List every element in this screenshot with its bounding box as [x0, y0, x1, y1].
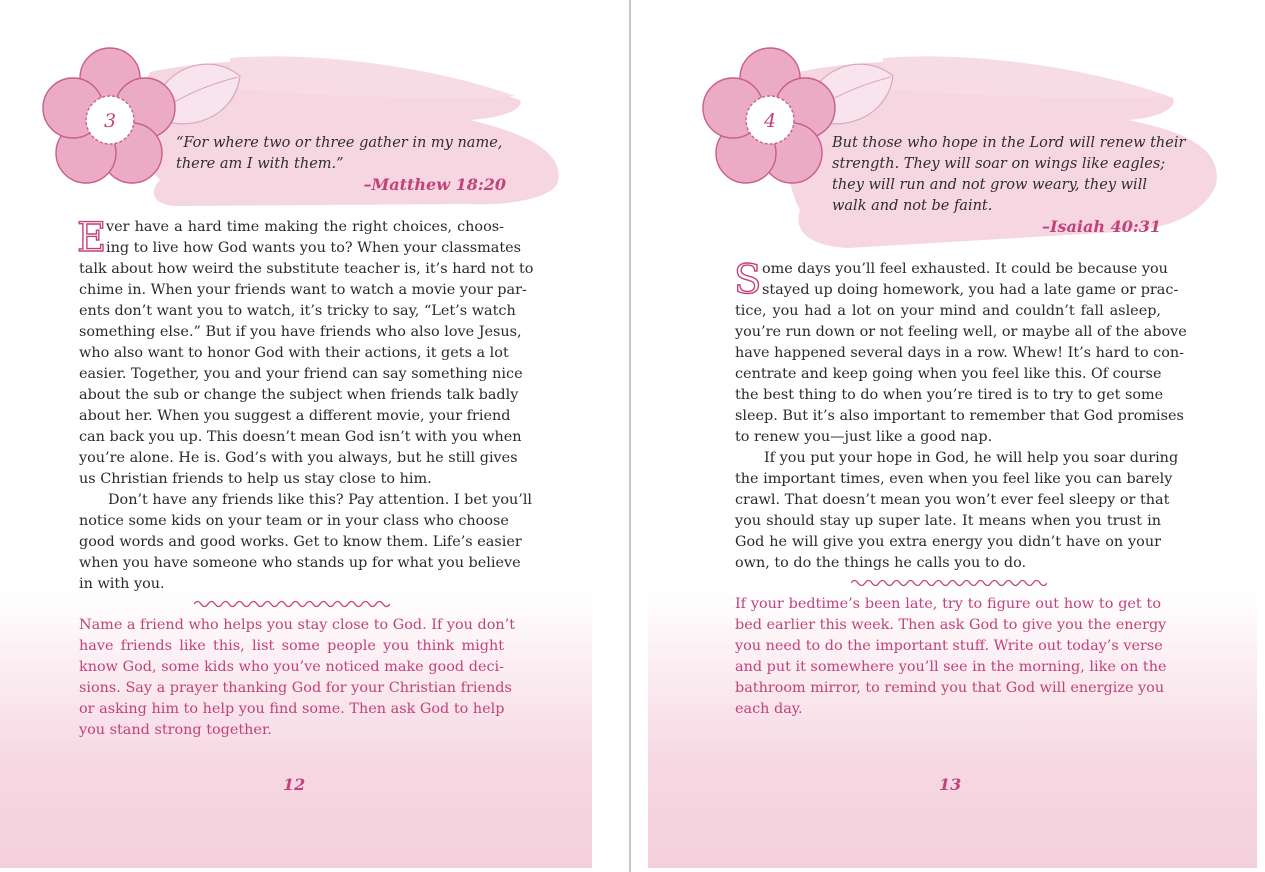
- left-page: [0, 0, 592, 868]
- body-line: have happened several days in a row. Whew! It’s hard to con-: [735, 345, 1185, 361]
- body-line: the best thing to do when you’re tired is to try to get some: [735, 387, 1164, 403]
- body-line: God he will give you extra energy you didn’t have on your: [735, 534, 1161, 550]
- verse-line: they will run and not grow weary, they will: [832, 177, 1147, 193]
- squiggle-divider: [194, 599, 390, 609]
- drop-cap: S: [734, 257, 762, 303]
- body-line: If you put your hope in God, he will help you soar during: [764, 450, 1179, 466]
- body-line: when you have someone who stands up for what you believe: [79, 555, 521, 571]
- body-line: stayed up doing homework, you had a late game or prac-: [762, 282, 1179, 298]
- verse-line: walk and not be faint.: [832, 198, 993, 214]
- body-line: us Christian friends to help us stay close to him.: [79, 471, 432, 487]
- body-line: about her. When you suggest a different movie, your friend: [79, 408, 511, 424]
- book-gutter-line: [629, 0, 631, 872]
- body-line: notice some kids on your team or in your class who choose: [79, 513, 509, 529]
- body-line: you should stay up super late. It means when you trust in: [735, 513, 1161, 529]
- devotion-number: 4: [763, 110, 777, 132]
- action-line: sions. Say a prayer thanking God for your Christian friends: [79, 680, 512, 696]
- body-line: ents don’t want you to watch, it’s tricky to say, “Let’s watch: [79, 303, 516, 319]
- body-line: centrate and keep going when you feel like this. Of course: [735, 366, 1162, 382]
- action-line: you need to do the important stuff. Write out today’s verse: [735, 638, 1163, 654]
- body-line: sleep. But it’s also important to remember that God promises: [735, 408, 1184, 424]
- page-number: 12: [283, 775, 306, 794]
- body-line: tice, you had a lot on your mind and couldn’t fall asleep,: [735, 303, 1161, 319]
- body-line: can back you up. This doesn’t mean God isn’t with you when: [79, 429, 522, 445]
- verse-line: “For where two or three gather in my name,: [176, 135, 503, 151]
- right-page: [648, 0, 1257, 868]
- body-line: ome days you’ll feel exhausted. It could be because you: [762, 261, 1168, 277]
- squiggle-divider: [851, 578, 1047, 588]
- action-line: or asking him to help you find some. Then ask God to help: [79, 701, 505, 717]
- verse-reference: –Matthew 18:20: [363, 175, 506, 194]
- body-line: you’re run down or not feeling well, or maybe all of the above: [735, 324, 1187, 340]
- body-line: you’re alone. He is. God’s with you always, but he still gives: [79, 450, 518, 466]
- body-line: who also want to honor God with their actions, it gets a lot: [79, 345, 509, 361]
- body-line: chime in. When your friends want to watch a movie your par-: [79, 282, 527, 298]
- flower-icon: [40, 45, 180, 195]
- action-line: If your bedtime’s been late, try to figure out how to get to: [735, 596, 1161, 612]
- action-line: know God, some kids who you’ve noticed make good deci-: [79, 659, 504, 675]
- body-line: ing to live how God wants you to? When your classmates: [106, 240, 522, 256]
- action-line: each day.: [735, 701, 803, 717]
- action-line: have friends like this, list some people you think might: [79, 638, 504, 654]
- body-line: something else.” But if you have friends who also love Jesus,: [79, 324, 522, 340]
- body-line: talk about how weird the substitute teacher is, it’s hard not to: [79, 261, 534, 277]
- action-line: Name a friend who helps you stay close to God. If you don’t: [79, 617, 515, 633]
- devotion-body: [735, 259, 1187, 574]
- verse-reference: –Isaiah 40:31: [1042, 217, 1161, 236]
- action-line: and put it somewhere you’ll see in the morning, like on the: [735, 659, 1167, 675]
- body-line: good words and good works. Get to know them. Life’s easier: [79, 534, 522, 550]
- verse-line: But those who hope in the Lord will renew their: [832, 135, 1186, 151]
- body-line: crawl. That doesn’t mean you won’t ever feel sleepy or that: [735, 492, 1170, 508]
- body-line: to renew you—just like a good nap.: [735, 429, 993, 445]
- devotion-number: 3: [103, 110, 117, 132]
- action-line: bed earlier this week. Then ask God to give you the energy: [735, 617, 1167, 633]
- action-line: you stand strong together.: [79, 722, 272, 738]
- action-line: bathroom mirror, to remind you that God will energize you: [735, 680, 1165, 696]
- verse-text: [176, 133, 502, 175]
- drop-cap: E: [77, 215, 107, 261]
- action-step: [735, 594, 1167, 720]
- body-line: the important times, even when you feel like you can barely: [735, 471, 1173, 487]
- body-line: ver have a hard time making the right choices, choos-: [106, 219, 504, 235]
- page-number: 13: [939, 775, 962, 794]
- verse-text: [832, 133, 1185, 217]
- devotion-body: [79, 217, 534, 595]
- flower-icon: [700, 45, 840, 195]
- body-line: in with you.: [79, 576, 165, 592]
- body-line: Don’t have any friends like this? Pay attention. I bet you’ll: [108, 492, 533, 508]
- body-line: own, to do the things he calls you to do.: [735, 555, 1027, 571]
- verse-line: there am I with them.”: [176, 156, 344, 172]
- action-step: [79, 615, 515, 741]
- verse-line: strength. They will soar on wings like eagles;: [832, 156, 1166, 172]
- body-line: easier. Together, you and your friend can say something nice: [79, 366, 523, 382]
- body-line: about the sub or change the subject when friends talk badly: [79, 387, 519, 403]
